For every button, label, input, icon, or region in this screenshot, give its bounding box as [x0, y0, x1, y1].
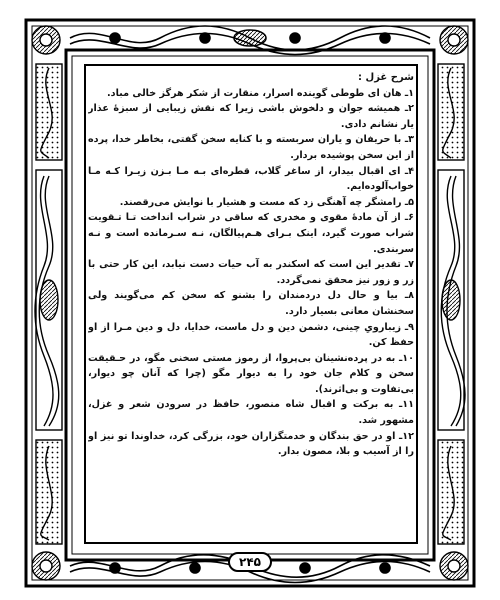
commentary-item: ۹ـ زیبارویِ چینی، دشمن دین و دل ماست، خدایا، دل و دین مـرا از او حفظ کن.: [88, 321, 414, 349]
commentary-item: ۳ـ با حریفان و یاران سربسته و با کنایه سخن گفتی، بخاطر خدا، پرده از این سخن پوشیده بردار.: [88, 134, 414, 161]
commentary-item: ۱۰ـ به در پرده‌نشینان بی‌پروا، از رموز مستی سخنی مگو، در حـقیقت سخن و کلام جان خود را به دیوار مگو (چرا که آنان چو دیوار، بی‌تفاوت و بی‌اثرند).: [88, 352, 414, 395]
commentary-item: ۱۲ـ او در حق بندگان و خدمتگزاران خود، بزرگی کرد، خداوندا تو نیز او را از آسیب و بلا، مصون بدار.: [88, 430, 414, 458]
right-side-band: [438, 64, 465, 544]
left-side-band: [35, 64, 62, 544]
commentary-item: ۶ـ از آن مادهٔ مقوی و مخدری که ساقی در شراب انداخت تـا تـقویت شراب صورت گیرد، اینک بـرای هـم‌پیالگان، نـه سـرمانده است و نـه سربندی.: [88, 212, 414, 255]
commentary-item: ۸ـ بیا و حال دل دردمندان را بشنو که سخن کم می‌گویند ولی سخنشان معانی بسیار دارد.: [88, 290, 414, 317]
page-number: ۲۴۵: [228, 552, 272, 572]
commentary-item: ۲ـ همیشه جوان و دلخوش باشی زیرا که نقش زیبایی از سبزهٔ عذار یار نشانم دادی.: [88, 103, 414, 130]
commentary-item: ۱ـ هان ای طوطی گوینده اسرار، منقارت از شکر هرگز خالی مباد.: [107, 87, 414, 99]
commentary-item: ۴ـ ای اقبال بیدار، از ساغر گلاب، قطره‌ای بـه مـا بـزن زیـرا کـه مـا خواب‌آلوده‌ایم.: [88, 165, 414, 193]
commentary-item: ۵ـ رامشگر چه آهنگی زد که مست و هشیار با نوایش می‌رقصند.: [119, 196, 414, 208]
commentary-item: ۱۱ـ به برکت و اقبال شاه منصور، حافظ در سرودن شعر و غزل، مشهور شد.: [88, 399, 414, 427]
commentary-item: ۷ـ تقدیر این است که اسکندر به آب حیات دست نیابد، این کار حتی با زر و زور نیز محقق نمی‌گردد.: [88, 259, 414, 286]
commentary-text: [88, 70, 414, 540]
section-heading: شرح غزل :: [358, 72, 414, 83]
